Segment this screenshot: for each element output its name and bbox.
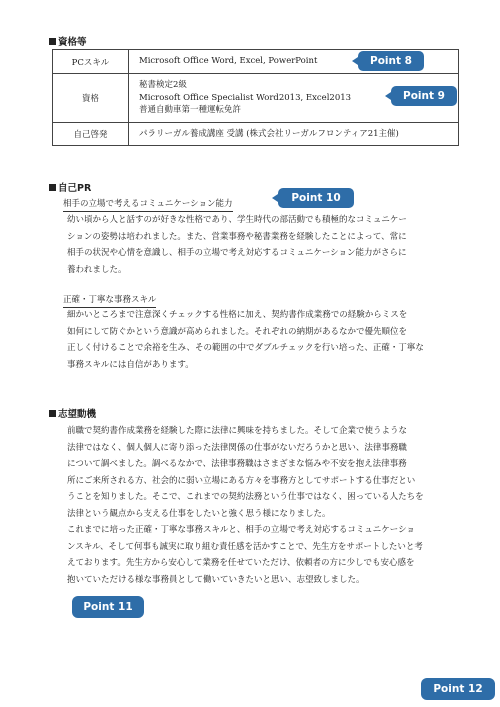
value-line: Microsoft Office Specialist Word2013, Excel2013 <box>139 92 352 103</box>
text-line: えております。先生方から安心して業務を任せていただけ、依頼者の方に少しでも安心感を <box>67 558 415 568</box>
pr-section-title: 正確・丁寧な事務スキル <box>63 293 156 308</box>
text-line: 前職で契約書作成業務を経験した際に法律に興味を持ちました。そして企業で使うような <box>67 426 408 436</box>
table-row <box>53 123 459 146</box>
value-line: 秘書検定2級 <box>139 80 187 91</box>
text-line: 幼い頃から人と話すのが好きな性格であり、学生時代の部活動でも積極的なコミュニケー <box>67 215 407 225</box>
text-line: これまでに培った正確・丁寧な事務スキルと、相手の立場で考え対応するコミュニケーショ <box>67 525 415 535</box>
row-label: 自己啓発 <box>53 123 129 146</box>
text-line: 相手の状況や心情を意識し、相手の立場で考え対応するコミュニケーション能力がさらに <box>67 248 407 258</box>
text-line: ションの姿勢は培われました。また、営業事務や秘書業務を経験したことによって、常に <box>67 231 407 242</box>
motivation-heading-text: 志望動機 <box>58 409 97 420</box>
square-bullet-icon <box>49 184 56 191</box>
text-line: うことを知りました。そこで、これまでの契約法務という仕事ではなく、困っている人たちを <box>67 492 424 502</box>
pr-section-body <box>67 307 451 373</box>
text-line: 如何にして防ぐかという意識が高められました。それぞれの納期があるなかで優先順位を <box>67 326 408 337</box>
square-bullet-icon <box>49 410 56 417</box>
qualifications-heading <box>49 34 87 48</box>
point-9-badge: Point 9 <box>391 86 457 106</box>
pr-section-body <box>67 212 451 278</box>
text-line: 抱いていただける様な事務員として働いていきたいと思い、志望致しました。 <box>67 574 365 585</box>
pr-section-title: 相手の立場で考えるコミュニケーション能力 <box>63 197 233 212</box>
value-line: 普通自動車第一種運転免許 <box>139 105 242 116</box>
square-bullet-icon <box>49 38 56 45</box>
point-8-badge: Point 8 <box>358 51 424 71</box>
value-line: パラリーガル養成講座 受講 (株式会社リーガルフロンティア21主催) <box>139 128 399 139</box>
motivation-heading <box>49 406 96 420</box>
text-line: 細かいところまで注意深くチェックする性格に加え、契約書作成業務での経験からミスを <box>67 310 408 320</box>
point-10-badge: Point 10 <box>278 188 354 208</box>
row-label: 資格 <box>53 74 129 123</box>
qualifications-heading-text: 資格等 <box>58 37 87 48</box>
text-line: 養われました。 <box>67 264 127 275</box>
text-line: ンスキル、そして何事も誠実に取り組む責任感を活かすことで、先生方をサポートしたいと考 <box>67 541 423 552</box>
pr-heading <box>49 180 91 194</box>
text-line: 法律ではなく、個人個人に寄り添った法律関係の仕事がないだろうかと思い、法律事務職 <box>67 442 407 453</box>
text-line: 正しく付けることで余裕を生み、その範囲の中でダブルチェックを行い培った、正確・丁寧な <box>67 343 424 353</box>
row-label: PCスキル <box>53 50 129 74</box>
point-12-badge: Point 12 <box>421 678 495 700</box>
pr-heading-text: 自己PR <box>58 183 92 194</box>
text-line: 事務スキルには自信があります。 <box>67 359 194 370</box>
text-line: について調べました。調べるなかで、法律事務職はさまざまな悩みや不安を抱え法律事務 <box>67 459 407 469</box>
text-line: 法律という観点から支える仕事をしたいと強く思う様になりました。 <box>67 508 331 519</box>
point-11-badge: Point 11 <box>72 596 144 618</box>
value-line: Microsoft Office Word, Excel, PowerPoint <box>139 56 318 67</box>
text-line: 所にご来所される方、社会的に弱い立場にある方々を事務方としてサポートする仕事だとい <box>67 475 416 486</box>
row-value <box>129 123 459 146</box>
motivation-body <box>67 423 451 588</box>
